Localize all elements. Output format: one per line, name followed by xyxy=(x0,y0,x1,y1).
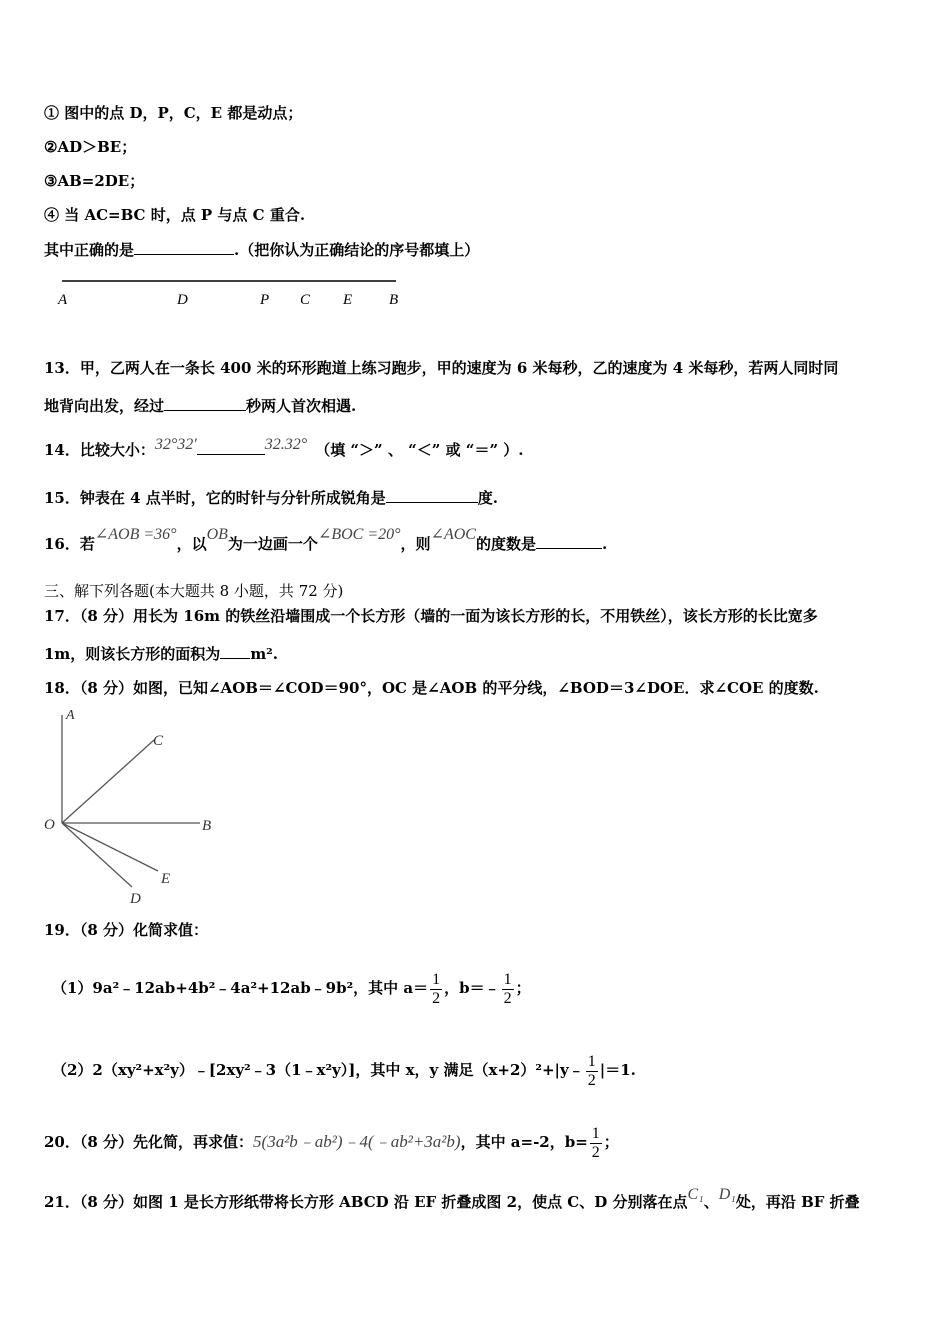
q20-line: 20．（8 分）先化简，再求值：5(3a²b﹣ab²)﹣4(﹣ab²+3a²b)，其中 a=-2，b= $\frac{1}{2}$ ； xyxy=(44,1124,619,1161)
q13-line1: 13．甲，乙两人在一条长 400 米的环形跑道上练习跑步，甲的速度为 6 米每秒，乙的速度为 4 米每秒，若两人同时同 xyxy=(44,359,839,377)
angle-aoc: ∠AOC xyxy=(430,526,476,543)
q20-expression: 5(3a²b﹣ab²)﹣4(﹣ab²+3a²b) xyxy=(253,1132,461,1151)
q18-text: 18．（8 分）如图，已知∠AOB＝∠COD＝90°，OC 是∠AOB 的平分线，∠BOD＝3∠DOE．求∠COE 的度数. xyxy=(44,679,819,697)
q13-line2: 地背向出发，经过 秒两人首次相遇. xyxy=(44,397,357,415)
angle-left: 32°32′ xyxy=(154,436,197,453)
q12-segment-figure xyxy=(50,272,420,317)
ray-od xyxy=(62,823,132,887)
q21-line: 21．（8 分）如图 1 是长方形纸带将长方形 ABCD 沿 EF 折叠成图 2，使点 C、D 分别落在点C₁、D₁处，再沿 BF 折叠 xyxy=(44,1186,860,1211)
answer-blank xyxy=(536,534,602,549)
fraction-one-half: $\frac{1}{2}$ xyxy=(587,1052,596,1089)
q12-statement-4: ④ 当 AC=BC 时，点 P 与点 C 重合. xyxy=(44,206,306,224)
answer-blank xyxy=(386,488,478,503)
ray-oe xyxy=(62,823,158,871)
point-label-a: A xyxy=(58,292,68,308)
label-a: A xyxy=(66,708,75,723)
label-o: O xyxy=(44,817,55,833)
point-d1: D₁ xyxy=(718,1186,736,1203)
answer-blank xyxy=(197,440,265,455)
q12-answer-line: 其中正确的是 .（把你认为正确结论的序号都填上） xyxy=(44,241,480,259)
q17-line2: 1m，则该长方形的面积为 m². xyxy=(44,645,278,663)
answer-blank xyxy=(164,396,246,411)
point-label-p: P xyxy=(260,292,270,308)
fraction-one-half: $\frac{1}{2}$ xyxy=(432,970,441,1007)
q14-line: 14．比较大小：32°32′ 32.32° （填 “＞” 、 “＜” 或 “＝” ）. xyxy=(44,436,524,459)
q12-statement-1: ① 图中的点 D，P，C，E 都是动点； xyxy=(44,104,303,122)
label-d: D xyxy=(130,891,141,907)
answer-blank xyxy=(134,240,234,255)
q12-statement-3: ③AB=2DE； xyxy=(44,172,145,190)
q16-line: 16．若∠AOB =36°，以OB为一边画一个∠BOC =20°，则∠AOC的度数是 . xyxy=(44,526,608,553)
q19-part1: （1）9a²﹣12ab+4b²﹣4a²+12ab﹣9b²，其中 a＝ $\frac{1}{2}$ ，b＝﹣ $\frac{1}{2}$ ； xyxy=(52,970,531,1007)
q19-part2: （2）2（xy²+x²y）﹣[2xy²﹣3（1﹣x²y）]，其中 x，y 满足（x+2）²+|y﹣ $\frac{1}{2}$ |＝1. xyxy=(52,1052,636,1089)
fraction-one-half: $\frac{1}{2}$ xyxy=(591,1124,600,1161)
point-c1: C₁ xyxy=(687,1186,704,1203)
q15-line: 15．钟表在 4 点半时，它的时针与分针所成锐角是 度. xyxy=(44,489,498,507)
q18-angle-figure xyxy=(40,703,240,908)
q19-title: 19．（8 分）化简求值： xyxy=(44,921,209,939)
ray-oc xyxy=(62,740,154,823)
point-label-b: B xyxy=(389,292,399,308)
answer-blank xyxy=(220,644,250,659)
point-label-e: E xyxy=(343,292,353,308)
angle-boc: ∠BOC =20° xyxy=(317,526,401,543)
point-label-c: C xyxy=(300,292,311,308)
fraction-one-half: $\frac{1}{2}$ xyxy=(503,970,512,1007)
label-e: E xyxy=(161,871,171,887)
label-c: C xyxy=(153,733,164,749)
q17-line1: 17．（8 分）用长为 16m 的铁丝沿墙围成一个长方形（墙的一面为该长方形的长，不用铁丝），该长方形的长比宽多 xyxy=(44,607,818,625)
point-label-d: D xyxy=(177,292,188,308)
label-b: B xyxy=(202,818,212,834)
angle-aob: ∠AOB =36° xyxy=(94,526,177,543)
q12-statement-2: ②AD＞BE； xyxy=(44,138,137,156)
section-heading: 三、解下列各题(本大题共 8 小题，共 72 分) xyxy=(44,582,344,600)
angle-right: 32.32° xyxy=(264,436,308,453)
ray-ob: OB xyxy=(206,526,228,543)
